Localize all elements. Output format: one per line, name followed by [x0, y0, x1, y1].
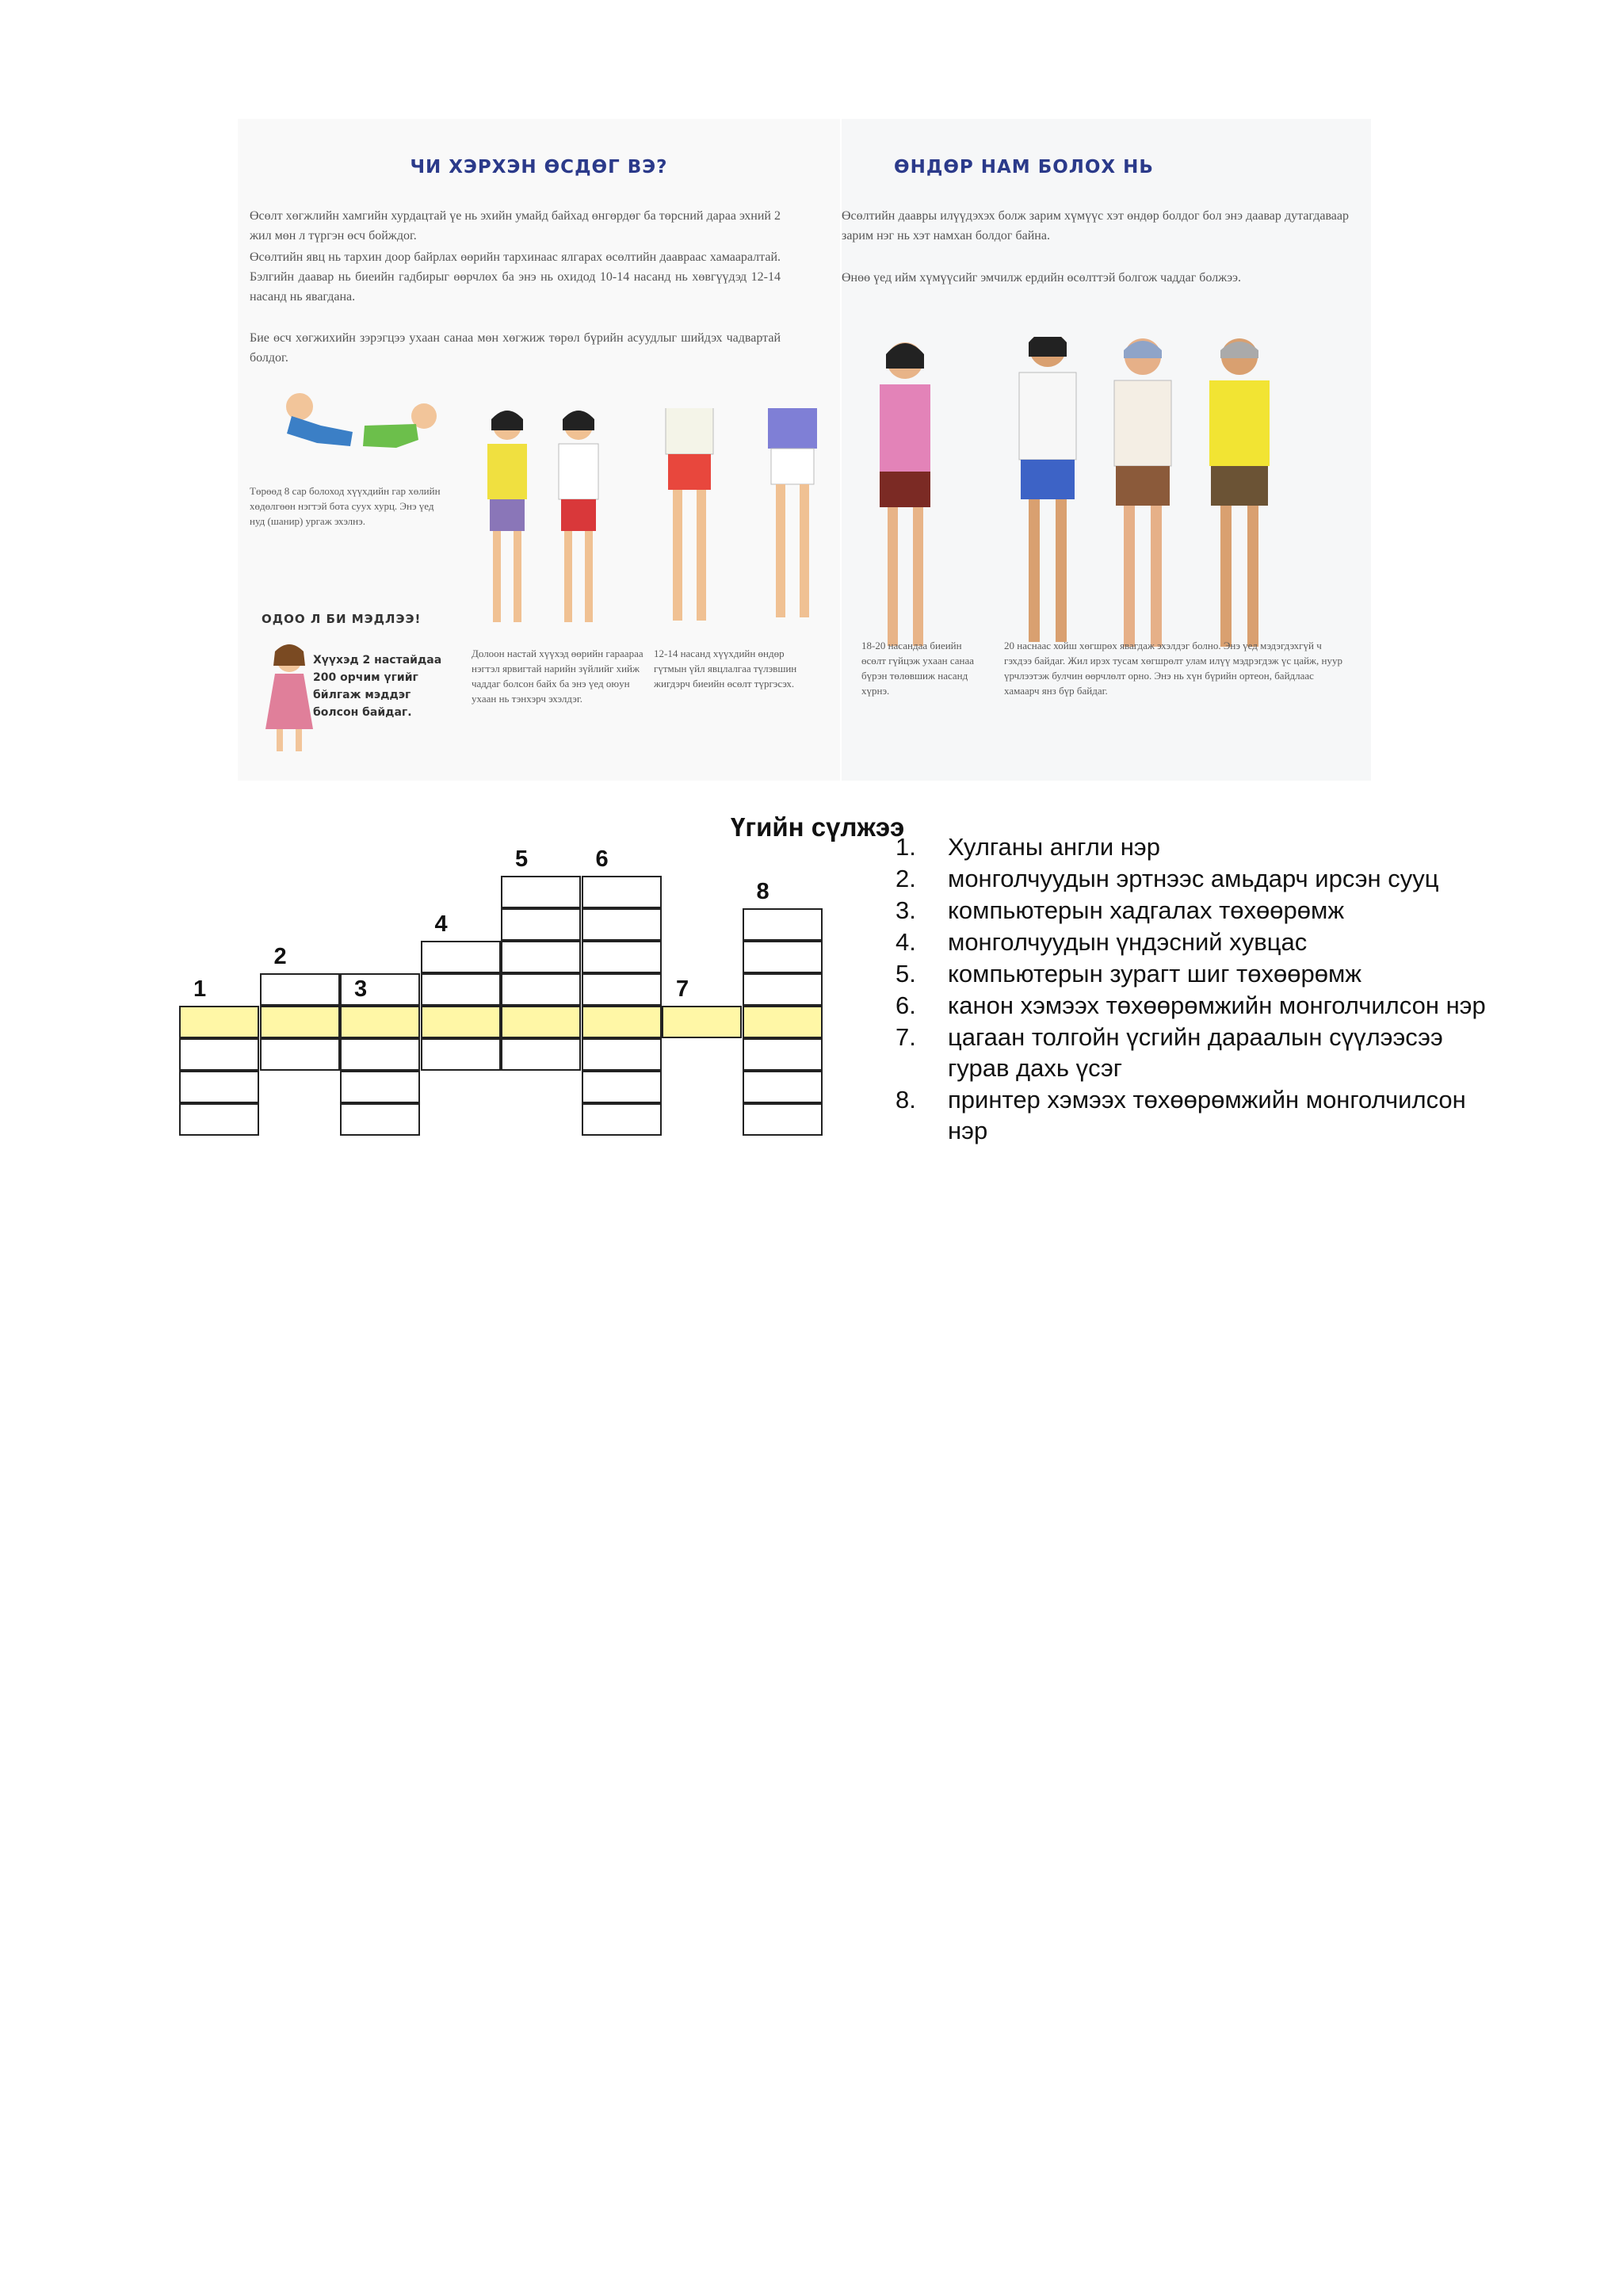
clue-item: 5. компьютерын зурагт шиг төхөөрөмж — [896, 960, 1361, 988]
left-paragraph-3: Бие өсч хөгжихийн зэрэгцээ ухаан санаа мөн хөгжиж төрөл бүрийн асуудлыг шийдэх чадвартай болдог. — [250, 331, 781, 365]
crossword-cell[interactable] — [260, 1038, 340, 1071]
caption-teen: 18-20 насандаа биеийн өсөлт гүйцэж ухаан санаа бүрэн төлөвшиж насанд хүрнэ. — [861, 640, 975, 697]
crossword-cell[interactable] — [582, 876, 662, 908]
crossword-cell[interactable] — [743, 908, 823, 941]
crossword-cell[interactable] — [501, 876, 581, 908]
crawling-babies-illustration — [277, 384, 444, 472]
clue-number-label: 7 — [676, 976, 689, 1002]
crossword-cell[interactable] — [582, 1006, 662, 1038]
crossword-cell[interactable] — [421, 973, 501, 1006]
crossword-cell[interactable] — [340, 1071, 420, 1103]
left-paragraph-2: Өсөлтийн явц нь тархин доор байрлах өөрийн тархинаас ялгарах өсөлтийн даавраас хамааралтай. Бэлгийн даавар нь биеийн гадбирыг өөрчлөх ба энэ нь охидод 10-14 насанд нь хөвгүүдэд 12-14 насанд нь явагдана. — [250, 250, 781, 304]
worksheet-title: Үгийн сүлжээ — [731, 812, 905, 842]
crossword-cell[interactable] — [582, 973, 662, 1006]
crossword-cell[interactable] — [582, 908, 662, 941]
clue-number-label: 4 — [434, 911, 448, 937]
clue-item: 6. канон хэмээх төхөөрөмжийн монголчилсон нэр — [896, 991, 1486, 1019]
crossword-cell[interactable] — [340, 1103, 420, 1136]
caption-adult: 20 наснаас хойш хөгшрөх явагдаж эхэлдэг болно. Энэ үед мэдэгдэхгүй ч гэхдээ байдаг. Жил ирэх тусам хөгшрөлт улам илүү мэдрэгдэж үс цайж, нуур үрчлээтэж булчин өөрчлөлт орно. Энэ нь хүн бүрийн ортеон, байдлаас хамаарч янз бүр байдаг. — [1004, 640, 1342, 697]
clue-number-label: 2 — [273, 944, 287, 969]
left-paragraph-1: Өсөлт хөгжлийн хамгийн хурдацтай үе нь эхийн умайд байхад өнгөрдөг ба төрсний дараа эхний 2 жил мөн л түргэн өсч бойждог. — [250, 209, 781, 243]
right-paragraph-2: Өнөө үед ийм хүмүүсийг эмчилж ердийн өсөлттэй болгож чаддаг болжээ. — [842, 271, 1241, 285]
crossword-cell[interactable] — [743, 1006, 823, 1038]
crossword-cell[interactable] — [582, 1071, 662, 1103]
crossword-cell[interactable] — [501, 1006, 581, 1038]
clue-item: 2. монголчуудын эртнээс амьдарч ирсэн сууц — [896, 865, 1439, 892]
crossword-cell[interactable] — [179, 1103, 259, 1136]
clue-item: 4. монголчуудын үндэсний хувцас — [896, 928, 1308, 956]
fact-text: Хүүхэд 2 настайдаа 200 орчим үгийг бйлгаж мэддэг болсон байдаг. — [313, 654, 442, 719]
crossword-cell[interactable] — [340, 1038, 420, 1071]
crossword-cell[interactable] — [340, 1006, 420, 1038]
crossword-cell[interactable] — [501, 973, 581, 1006]
clue-number-label: 5 — [515, 846, 529, 872]
crossword-cell[interactable] — [260, 1006, 340, 1038]
girl-illustration — [258, 642, 321, 761]
clue-item: 8. принтер хэмээх төхөөрөмжийн монголчилсон нэр — [896, 1086, 1466, 1144]
caption-seven-year: Долоон настай хүүхэд өөрийн гараараа нэгтэл ярвигтай нарийн зүйлийг хийж чаддаг болсон байх ба энэ үед оюун ухаан нь тэнхэрч эхэлдэг. — [472, 648, 643, 705]
crossword-cell[interactable] — [743, 973, 823, 1006]
right-page-title: ӨНДӨР НАМ БОЛОХ НЬ — [894, 157, 1154, 178]
textbook-page-left — [238, 119, 840, 781]
caption-twelve-year: 12-14 насанд хүүхдийн өндөр гүтмын үйл явцлалгаа түлэвшин жигдэрч биеийн өсөлт түргэсэх. — [654, 648, 797, 690]
crossword-cell[interactable] — [743, 1038, 823, 1071]
clue-number-label: 3 — [354, 976, 368, 1002]
crossword-cell[interactable] — [179, 1071, 259, 1103]
crossword-cell[interactable] — [582, 1038, 662, 1071]
crossword-cell[interactable] — [501, 1038, 581, 1071]
crossword-cell[interactable] — [340, 973, 420, 1006]
crossword-cell[interactable] — [501, 908, 581, 941]
crossword-cell[interactable] — [743, 1071, 823, 1103]
clue-list — [896, 831, 1498, 1147]
clue-number-label: 8 — [756, 879, 769, 904]
crossword-cell[interactable] — [582, 1103, 662, 1136]
crossword-cell[interactable] — [743, 1103, 823, 1136]
clue-number-label: 1 — [193, 976, 207, 1002]
crossword-cell[interactable] — [743, 941, 823, 973]
crossword-cell[interactable] — [421, 941, 501, 973]
crossword-cell[interactable] — [501, 941, 581, 973]
right-paragraph-1: Өсөлтийн даавры илүүдэхэх болж зарим хүмүүс хэт өндөр болдог бол энэ даавар дутагдаваар зарим нэг нь хэт намхан болдог байна. — [842, 209, 1349, 243]
crossword-cell[interactable] — [421, 1038, 501, 1071]
crossword-cell[interactable] — [260, 973, 340, 1006]
crossword-cell[interactable] — [179, 1006, 259, 1038]
clue-item: 7. цагаан толгойн үсгийн дараалын сүүлээсээ гурав дахь үсэг — [896, 1023, 1443, 1082]
clue-item: 3. компьютерын хадгалах төхөөрөмж — [896, 896, 1345, 924]
crossword-cell[interactable] — [179, 1038, 259, 1071]
left-page-title: ЧИ ХЭРХЭН ӨСДӨГ ВЭ? — [410, 157, 668, 178]
textbook-page-right — [842, 119, 1371, 781]
crossword-cell[interactable] — [662, 1006, 742, 1038]
clue-item: 1. Хулганы англи нэр — [896, 833, 1160, 861]
clue-number-label: 6 — [595, 846, 609, 872]
crossword-cell[interactable] — [582, 941, 662, 973]
crossword-cell[interactable] — [421, 1006, 501, 1038]
question-heading: ОДОО Л БИ МЭДЛЭЭ! — [262, 612, 422, 626]
baby-caption: Төрөөд 8 сар болоход хүүхдийн гар хөлийн хөдөлгөөн нэгтэй бота суух хурц. Энэ үед нуд (шанир) ургаж эхэлнэ. — [250, 485, 441, 527]
